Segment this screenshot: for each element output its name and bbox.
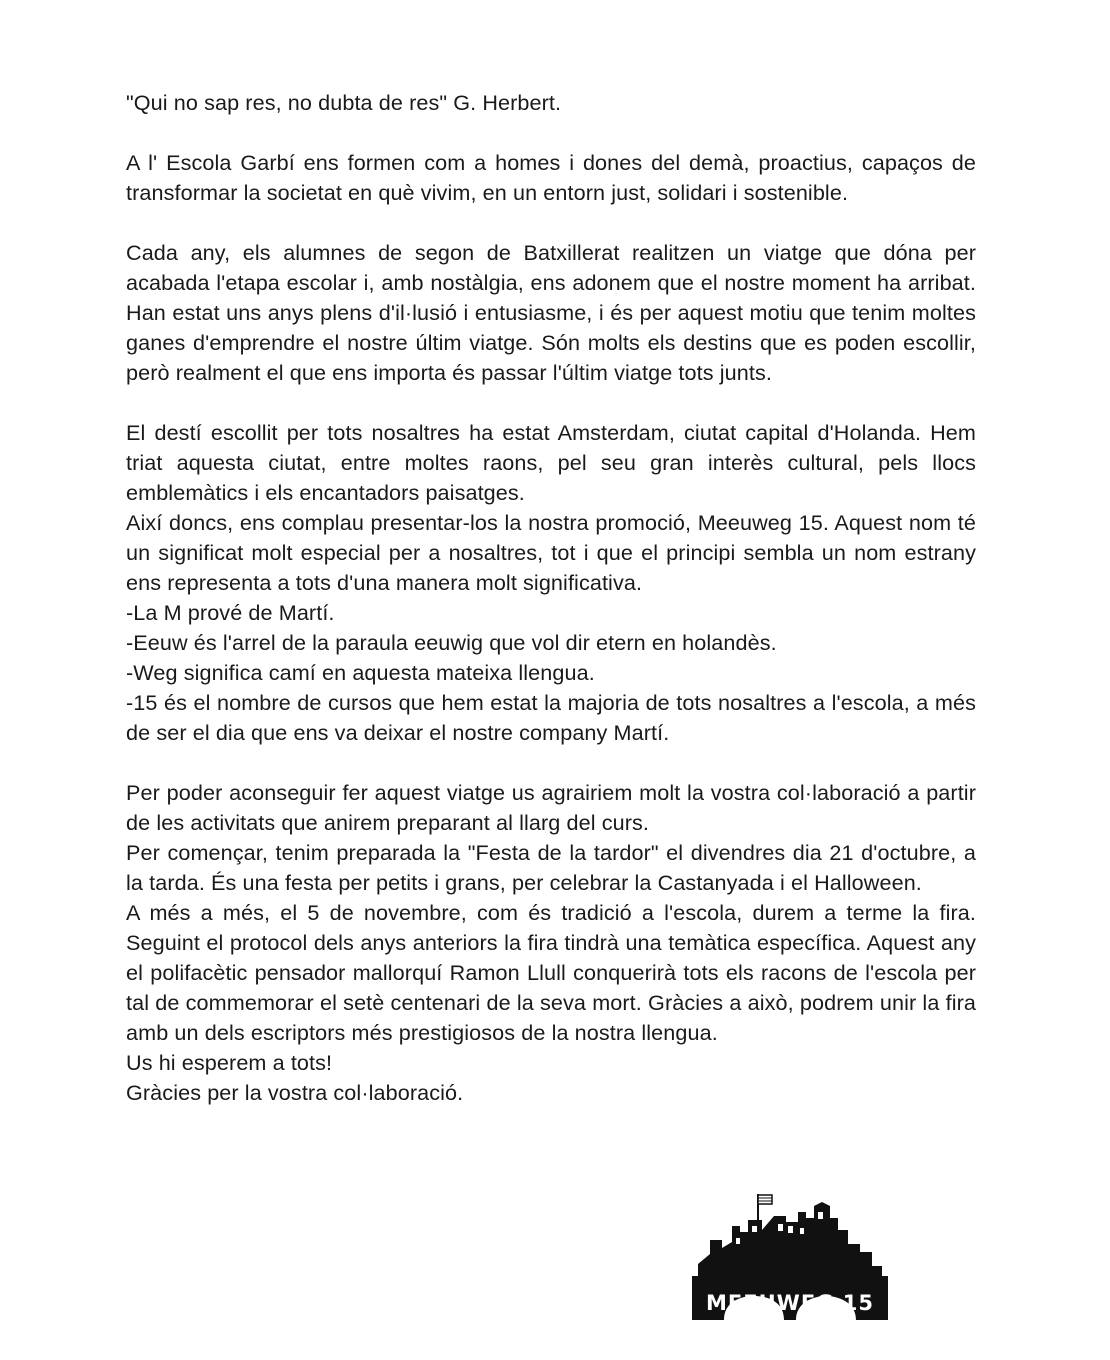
- paragraph-trip: Cada any, els alumnes de segon de Batxillerat realitzen un viatge que dóna per acabada l'etapa escolar i, amb nostàlgia, ens adonem que el nostre moment ha arribat. Han estat uns anys plens d'il·lusió i entusiasme, i és per aquest motiu que tenim moltes ganes d'emprendre el nostre últim viatge. Són molts els destins que es poden escollir, però realment el que ens importa és passar l'últim viatge tots junts.: [126, 240, 976, 385]
- logo-text: MEEUWEG 15: [706, 1291, 874, 1315]
- spacer: [126, 118, 976, 148]
- letter-body: [126, 88, 976, 1108]
- paragraph-fair: A més a més, el 5 de novembre, com és tradició a l'escola, durem a terme la fira. Seguint el protocol dels anys anteriors la fira tindrà una temàtica específica. Aquest any el polifacètic pensador mallorquí Ramon Llull conquerirà tots els racons de l'escola per tal de commemorar el setè centenari de la seva mort. Gràcies a això, podrem unir la fira amb un dels escriptors més prestigiosos de la nostra llengua.: [126, 900, 976, 1045]
- meeuweg-logo-graphic: [688, 1192, 893, 1324]
- meeuweg-logo: [688, 1192, 893, 1324]
- paragraph-collaboration: Per poder aconseguir fer aquest viatge us agrairiem molt la vostra col·laboració a partir de les activitats que anirem preparant al llarg del curs.: [126, 780, 976, 835]
- closing-thanks: Gràcies per la vostra col·laboració.: [126, 1080, 464, 1105]
- paragraph-intro: A l' Escola Garbí ens formen com a homes i dones del demà, proactius, capaços de transformar la societat en què vivim, en un entorn just, solidari i sostenible.: [126, 150, 976, 205]
- spacer: [126, 208, 976, 238]
- list-item: -Weg significa camí en aquesta mateixa llengua.: [126, 660, 595, 685]
- paragraph-autumn-party: Per començar, tenim preparada la "Festa de la tardor" el divendres dia 21 d'octubre, a la tarda. És una festa per petits i grans, per celebrar la Castanyada i el Halloween.: [126, 840, 976, 895]
- spacer: [126, 748, 976, 778]
- paragraph-promotion-name: Així doncs, ens complau presentar-los la nostra promoció, Meeuweg 15. Aquest nom té un significat molt especial per a nosaltres, tot i que el principi sembla un nom estrany ens representa a tots d'una manera molt significativa.: [126, 510, 976, 595]
- list-item: -15 és el nombre de cursos que hem estat la majoria de tots nosaltres a l'escola, a més de ser el dia que ens va deixar el nostre company Martí.: [126, 690, 976, 745]
- closing-line: Us hi esperem a tots!: [126, 1050, 333, 1075]
- list-item: -La M prové de Martí.: [126, 600, 335, 625]
- spacer: [126, 388, 976, 418]
- list-item: -Eeuw és l'arrel de la paraula eeuwig que vol dir etern en holandès.: [126, 630, 777, 655]
- paragraph-destination: El destí escollit per tots nosaltres ha estat Amsterdam, ciutat capital d'Holanda. Hem triat aquesta ciutat, entre moltes raons, pel seu gran interès cultural, pels llocs emblemàtics i els encantadors paisatges.: [126, 420, 976, 505]
- quote-line: "Qui no sap res, no dubta de res" G. Herbert.: [126, 90, 562, 115]
